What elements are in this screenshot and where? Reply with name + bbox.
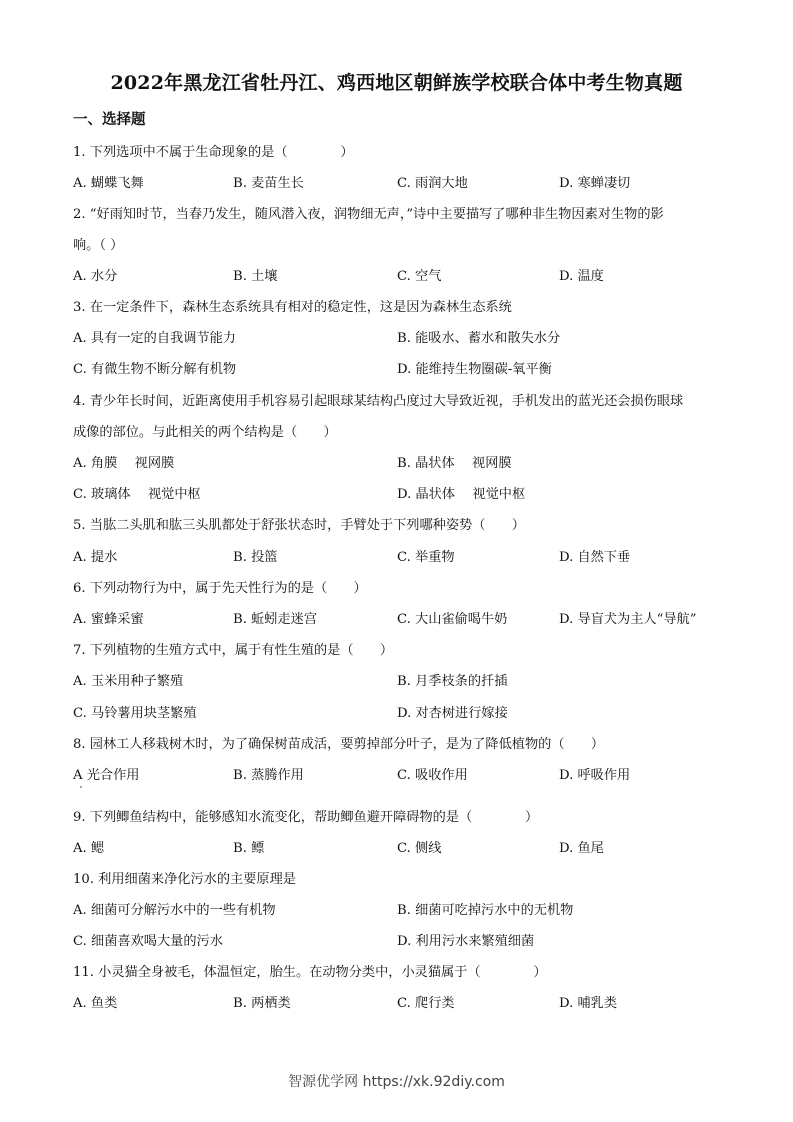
option-c: C. 有微生物不断分解有机物 [73, 362, 237, 377]
question-6-options [73, 608, 733, 628]
option-b: B. 麦苗生长 [233, 176, 304, 191]
option-c: C. 爬行类 [397, 996, 455, 1011]
option-b: B. 细菌可吃掉污水中的无机物 [397, 903, 574, 918]
option-c: C. 细菌喜欢喝大量的污水 [73, 934, 223, 949]
question-2-stem: 2. “好雨知时节，当春乃发生，随风潜入夜，润物细无声，”诗中主要描写了哪种非生物因素对生物的影 [73, 207, 664, 222]
question-6-stem: 6. 下列动物行为中，属于先天性行为的是（ ） [73, 581, 367, 596]
option-a: A. 鳃 [73, 841, 105, 856]
question-4-options-row2 [73, 483, 733, 503]
option-d: D. 自然下垂 [559, 550, 631, 565]
question-7-options-row1 [73, 670, 733, 690]
option-a: A. 细菌可分解污水中的一些有机物 [73, 903, 276, 918]
question-8-stem: 8. 园林工人移栽树木时，为了确保树苗成活，要剪掉部分叶子，是为了降低植物的（ ） [73, 737, 605, 752]
option-d: D. 寒蝉凄切 [559, 176, 631, 191]
question-5-options [73, 546, 733, 566]
option-a: A. 蜜蜂采蜜 [73, 612, 144, 627]
option-a: A. 具有一定的自我调节能力 [73, 331, 236, 346]
option-d: D. 呼吸作用 [559, 768, 631, 783]
option-d: D. 哺乳类 [559, 996, 618, 1011]
option-c: C. 吸收作用 [397, 768, 468, 783]
question-10-stem: 10. 利用细菌来净化污水的主要原理是 [73, 872, 296, 887]
question-7-stem: 7. 下列植物的生殖方式中，属于有性生殖的是（ ） [73, 643, 394, 658]
option-b: B. 晶状体 视网膜 [397, 456, 512, 471]
option-d: D. 利用污水来繁殖细菌 [397, 934, 535, 949]
exam-title: 2022年黑龙江省牡丹江、鸡西地区朝鲜族学校联合体中考生物真题 [110, 72, 683, 94]
footer-watermark: 智源优学网 https://xk.92diy.com [288, 1074, 505, 1090]
question-1-options [73, 172, 733, 192]
option-b: B. 鳔 [233, 841, 265, 856]
option-d: D. 能维持生物圈碳-氧平衡 [397, 362, 552, 377]
option-b: B. 两栖类 [233, 996, 291, 1011]
option-d: D. 晶状体 视觉中枢 [397, 487, 526, 502]
question-5-stem: 5. 当肱二头肌和肱三头肌都处于舒张状态时，手臂处于下列哪种姿势（ ） [73, 518, 525, 533]
option-c: C. 举重物 [397, 550, 455, 565]
question-10-options-row1 [73, 899, 733, 919]
question-9-stem: 9. 下列鲫鱼结构中，能够感知水流变化，帮助鲫鱼避开障碍物的是（ ） [73, 810, 539, 825]
option-c: C. 玻璃体 视觉中枢 [73, 487, 201, 502]
scan-speck [80, 786, 82, 788]
question-2-options [73, 265, 733, 285]
option-d: D. 温度 [559, 269, 604, 284]
option-a: A. 提水 [73, 550, 118, 565]
section-heading: 一、选择题 [73, 111, 146, 128]
option-d: D. 导盲犬为主人“导航” [559, 612, 697, 627]
question-10-options-row2 [73, 930, 733, 950]
question-11-stem: 11. 小灵猫全身被毛，体温恒定，胎生。在动物分类中，小灵猫属于（ ） [73, 965, 547, 980]
question-8-options [73, 764, 733, 784]
question-4-options-row1 [73, 452, 733, 472]
option-d: D. 对杏树进行嫁接 [397, 706, 508, 721]
question-3-options-row1 [73, 327, 733, 347]
option-b: B. 投篮 [233, 550, 278, 565]
option-a: A. 水分 [73, 269, 118, 284]
question-9-options [73, 837, 733, 857]
option-b: B. 蒸腾作用 [233, 768, 304, 783]
option-d: D. 鱼尾 [559, 841, 604, 856]
option-b: B. 土壤 [233, 269, 278, 284]
option-c: C. 侧线 [397, 841, 442, 856]
question-7-options-row2 [73, 702, 733, 722]
option-b: B. 能吸水、蓄水和散失水分 [397, 331, 561, 346]
question-4-stem-cont: 成像的部位。与此相关的两个结构是（ ） [73, 425, 337, 440]
option-b: B. 月季枝条的扦插 [397, 674, 508, 689]
question-1-stem: 1. 下列选项中不属于生命现象的是（ ） [73, 145, 354, 160]
option-a: A. 玉米用种子繁殖 [73, 674, 184, 689]
option-a: A. 角膜 视网膜 [73, 456, 175, 471]
question-2-stem-cont: 响。（ ） [73, 238, 124, 253]
question-11-options [73, 992, 733, 1012]
option-b: B. 蚯蚓走迷宫 [233, 612, 318, 627]
option-a: A. 蝴蝶飞舞 [73, 176, 144, 191]
option-a: A 光合作用 [73, 768, 140, 783]
question-4-stem: 4. 青少年长时间，近距离使用手机容易引起眼球某结构凸度过大导致近视，手机发出的蓝光还会损伤眼球 [73, 394, 684, 409]
option-a: A. 鱼类 [73, 996, 118, 1011]
option-c: C. 空气 [397, 269, 442, 284]
question-3-stem: 3. 在一定条件下，森林生态系统具有相对的稳定性，这是因为森林生态系统 [73, 300, 512, 315]
option-c: C. 大山雀偷喝牛奶 [397, 612, 508, 627]
option-c: C. 马铃薯用块茎繁殖 [73, 706, 197, 721]
option-c: C. 雨润大地 [397, 176, 468, 191]
question-3-options-row2 [73, 358, 733, 378]
